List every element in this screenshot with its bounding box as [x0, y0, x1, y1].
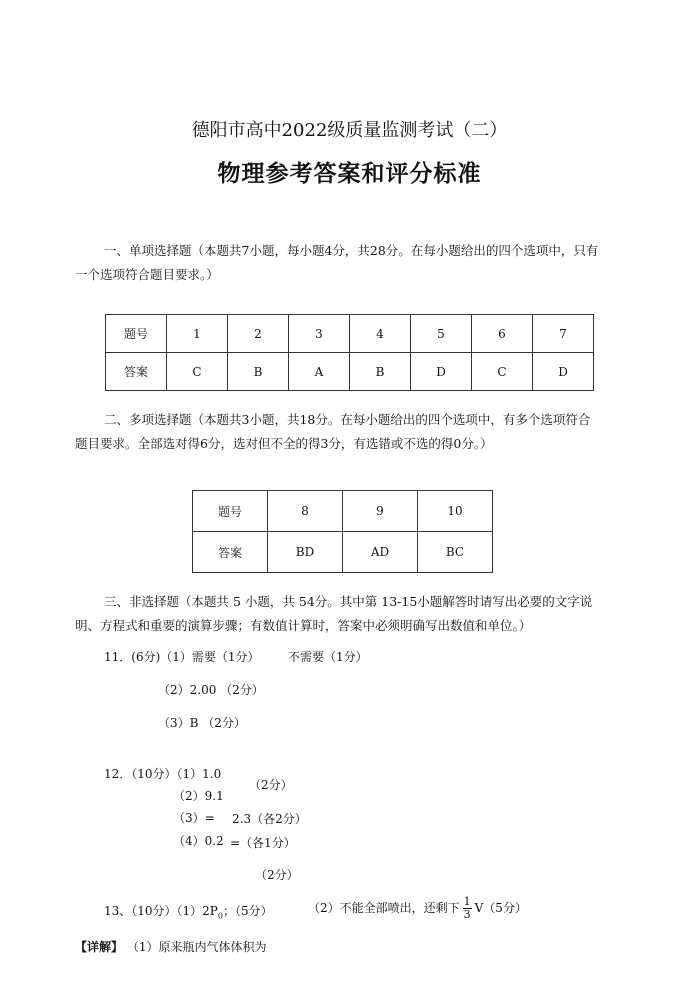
q12-part3: （3）=: [173, 811, 215, 825]
table-cell: BD: [268, 532, 343, 573]
table-cell: 7: [533, 315, 594, 353]
table-cell: 答案: [193, 532, 268, 573]
q12-part4: （4）0.2: [173, 834, 224, 848]
table-cell: B: [350, 353, 411, 391]
table-cell: 题号: [193, 491, 268, 532]
q12-score1: （2分）: [249, 778, 293, 792]
table-cell: C: [472, 353, 533, 391]
table-row: [193, 491, 493, 532]
section2-intro-line2: 题目要求。全部选对得6分，选对但不全的得3分，有选错或不选的得0分。）: [75, 436, 493, 451]
q13-part2: [308, 894, 527, 922]
q11-line3: （3）B （2分）: [158, 716, 246, 730]
document-title: 物理参考答案和评分标准: [217, 160, 482, 187]
q11-line1-second: 不需要（1分）: [288, 650, 368, 664]
q12-part2: （2）9.1: [173, 789, 224, 803]
table-cell: D: [411, 353, 472, 391]
table-row: [106, 315, 594, 353]
table-cell: 2: [228, 315, 289, 353]
table-cell: AD: [343, 532, 418, 573]
q12-value3: 2.3（各2分）: [232, 812, 307, 826]
q12-score-last: （2分）: [255, 868, 299, 882]
table-cell: 6: [472, 315, 533, 353]
q13-part2-text: （2）不能全部喷出，还剩下: [308, 901, 460, 915]
table-cell: B: [228, 353, 289, 391]
q12-value4: =（各1分）: [230, 836, 296, 850]
table-cell: 3: [289, 315, 350, 353]
detail-text: （1）原来瓶内气体体积为: [126, 940, 267, 954]
section3-intro-line2: 明、方程式和重要的演算步骤；有数值计算时，答案中必须明确写出数值和单位。）: [75, 618, 532, 633]
table-cell: 答案: [106, 353, 167, 391]
section1-intro-line2: 一个选项符合题目要求。）: [75, 267, 219, 282]
q11-line1: 11．(6分)（1）需要（1分）: [104, 650, 260, 664]
table-cell: 题号: [106, 315, 167, 353]
table-row: [106, 353, 594, 391]
table-cell: 5: [411, 315, 472, 353]
q12-line1: 12．（10分）（1）1.0: [104, 767, 222, 781]
detail-label: 【详解】: [75, 940, 124, 954]
q13-part2-tail: V（5分）: [474, 901, 527, 915]
fraction-denominator: 3: [463, 908, 471, 921]
fraction-numerator: 1: [463, 895, 471, 908]
table-row: [193, 532, 493, 573]
table-cell: 9: [343, 491, 418, 532]
q13-head-tail: ；（5分）: [222, 904, 273, 918]
table-cell: D: [533, 353, 594, 391]
section2-intro-line1: 二、多项选择题（本题共3小题，共18分。在每小题给出的四个选项中，有多个选项符合: [104, 412, 591, 427]
q13-head: 13、（10分）（1）2P: [104, 904, 218, 918]
q13-line1: [104, 902, 273, 920]
fraction: [463, 896, 472, 921]
table-cell: 1: [167, 315, 228, 353]
table-cell: 10: [418, 491, 493, 532]
section3-intro-line1: 三、非选择题（本题共 5 小题，共 54分。其中第 13-15小题解答时请写出必要的文字说: [104, 594, 593, 609]
table-cell: A: [289, 353, 350, 391]
q13-subscript: 0: [217, 911, 223, 921]
q11-line2: （2）2.00 （2分）: [158, 683, 264, 697]
multiple-choice-answer-table: [192, 490, 493, 573]
table-cell: C: [167, 353, 228, 391]
single-choice-answer-table: [105, 314, 594, 391]
q13-detail: [75, 938, 266, 955]
table-cell: 8: [268, 491, 343, 532]
table-cell: 4: [350, 315, 411, 353]
exam-title: 德阳市高中2022级质量监测考试（二）: [191, 120, 508, 141]
section1-intro-line1: 一、单项选择题（本题共7小题，每小题4分，共28分。在每小题给出的四个选项中，只有: [104, 243, 599, 258]
table-cell: BC: [418, 532, 493, 573]
